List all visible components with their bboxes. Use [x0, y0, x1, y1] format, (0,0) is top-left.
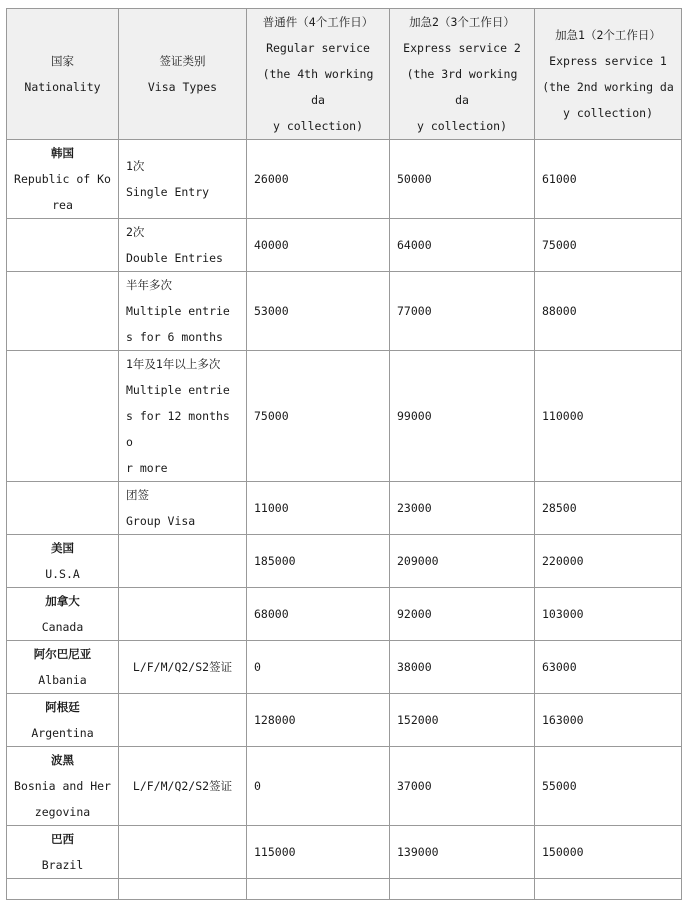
nationality-cell [7, 641, 119, 694]
visa-type-cn: 半年多次 [126, 278, 172, 292]
nationality-en: Brazil [41, 858, 84, 872]
visa-type-cn: 2次 [126, 225, 145, 239]
visa-type-cell [119, 351, 247, 482]
nationality-cn: 加拿大 [45, 594, 80, 608]
regular-fee-cell: 53000 [247, 272, 390, 351]
nationality-cell [7, 694, 119, 747]
nationality-en: U.S.A [45, 567, 80, 581]
nationality-cell [7, 219, 119, 272]
regular-fee-cell: 26000 [247, 140, 390, 219]
table-row [7, 140, 682, 219]
express2-fee-cell: 209000 [390, 535, 535, 588]
nationality-cell [7, 482, 119, 535]
express2-fee-cell: 152000 [390, 694, 535, 747]
express2-fee-cell: 23000 [390, 482, 535, 535]
regular-fee-cell: 0 [247, 747, 390, 826]
express2-fee-cell: 99000 [390, 351, 535, 482]
table-row [7, 879, 682, 900]
visa-type-cell [119, 641, 247, 694]
nationality-en: Republic of Ko [14, 172, 111, 186]
nationality-cell [7, 879, 119, 900]
regular-fee-cell: 11000 [247, 482, 390, 535]
nationality-cn: 韩国 [51, 146, 74, 160]
regular-fee-cell: 40000 [247, 219, 390, 272]
express1-fee-cell: 63000 [535, 641, 682, 694]
visa-type-cell [119, 482, 247, 535]
header-express2-line3: (the 3rd working da [406, 67, 518, 107]
header-nationality [7, 9, 119, 140]
nationality-cn: 波黑 [51, 753, 74, 767]
express1-fee-cell [535, 879, 682, 900]
visa-type-en: s for 6 months [126, 330, 223, 344]
nationality-cell [7, 826, 119, 879]
nationality-en: Canada [41, 620, 84, 634]
express1-fee-cell: 103000 [535, 588, 682, 641]
nationality-en: Albania [38, 673, 87, 687]
express1-fee-cell: 150000 [535, 826, 682, 879]
visa-type-cell [119, 588, 247, 641]
header-express1-line3: (the 2nd working da [542, 80, 674, 94]
visa-type-en: Multiple entrie [126, 383, 230, 397]
visa-type-en: Single Entry [126, 185, 210, 199]
regular-fee-cell: 0 [247, 641, 390, 694]
nationality-cell [7, 747, 119, 826]
nationality-en: zegovina [34, 805, 91, 819]
header-visa-types-cn: 签证类别 [159, 54, 206, 68]
regular-fee-cell: 68000 [247, 588, 390, 641]
header-nationality-en: Nationality [24, 80, 101, 94]
header-express-service-1 [535, 9, 682, 140]
express2-fee-cell: 92000 [390, 588, 535, 641]
visa-type-cell [119, 219, 247, 272]
table-row [7, 588, 682, 641]
express2-fee-cell: 50000 [390, 140, 535, 219]
header-express2-line4: y collection) [416, 119, 507, 133]
visa-type-en: r more [126, 461, 168, 475]
nationality-cell [7, 588, 119, 641]
nationality-cn: 巴西 [51, 832, 74, 846]
nationality-cell [7, 272, 119, 351]
visa-type-cell [119, 272, 247, 351]
header-regular-line4: y collection) [272, 119, 363, 133]
visa-type-en: s for 12 months o [126, 409, 230, 449]
header-express1-line1: 加急1（2个工作日） [555, 28, 661, 42]
nationality-en: Argentina [31, 726, 94, 740]
visa-type-en: Multiple entrie [126, 304, 230, 318]
visa-type-en: Group Visa [126, 514, 196, 528]
visa-type-cell [119, 826, 247, 879]
visa-type-cn: 1年及1年以上多次 [126, 357, 221, 371]
visa-type-en: Double Entries [126, 251, 223, 265]
express1-fee-cell: 28500 [535, 482, 682, 535]
express1-fee-cell: 61000 [535, 140, 682, 219]
express1-fee-cell: 163000 [535, 694, 682, 747]
table-row [7, 272, 682, 351]
visa-type-cell [119, 535, 247, 588]
express1-fee-cell: 88000 [535, 272, 682, 351]
regular-fee-cell: 115000 [247, 826, 390, 879]
header-visa-types [119, 9, 247, 140]
express2-fee-cell: 37000 [390, 747, 535, 826]
express1-fee-cell: 220000 [535, 535, 682, 588]
header-express2-line1: 加急2（3个工作日） [409, 15, 515, 29]
visa-type-cell [119, 694, 247, 747]
visa-type-cell [119, 747, 247, 826]
header-express1-line4: y collection) [562, 106, 653, 120]
table-row [7, 482, 682, 535]
express2-fee-cell [390, 879, 535, 900]
regular-fee-cell [247, 879, 390, 900]
visa-type-label: L/F/M/Q2/S2签证 [132, 779, 233, 793]
express1-fee-cell: 110000 [535, 351, 682, 482]
regular-fee-cell: 185000 [247, 535, 390, 588]
express1-fee-cell: 55000 [535, 747, 682, 826]
nationality-cell [7, 535, 119, 588]
nationality-en: rea [52, 198, 73, 212]
table-row [7, 535, 682, 588]
header-express-service-2 [390, 9, 535, 140]
regular-fee-cell: 128000 [247, 694, 390, 747]
nationality-cn: 阿根廷 [45, 700, 80, 714]
express2-fee-cell: 77000 [390, 272, 535, 351]
express1-fee-cell: 75000 [535, 219, 682, 272]
nationality-cn: 阿尔巴尼亚 [33, 647, 92, 661]
header-nationality-cn: 国家 [51, 54, 74, 68]
header-regular-service [247, 9, 390, 140]
header-regular-line1: 普通件（4个工作日） [262, 15, 374, 29]
visa-type-cell [119, 140, 247, 219]
table-row [7, 747, 682, 826]
nationality-en: Bosnia and Her [14, 779, 111, 793]
table-row [7, 351, 682, 482]
nationality-cn: 美国 [51, 541, 74, 555]
visa-type-label: L/F/M/Q2/S2签证 [132, 660, 233, 674]
visa-type-cn: 团签 [126, 488, 149, 502]
header-regular-line2: Regular service [266, 41, 370, 55]
nationality-cell [7, 140, 119, 219]
header-visa-types-en: Visa Types [147, 80, 218, 94]
express2-fee-cell: 64000 [390, 219, 535, 272]
header-express2-line2: Express service 2 [403, 41, 521, 55]
table-row [7, 694, 682, 747]
header-express1-line2: Express service 1 [549, 54, 667, 68]
visa-fee-table [6, 8, 682, 900]
nationality-cell [7, 351, 119, 482]
express2-fee-cell: 38000 [390, 641, 535, 694]
visa-type-cn: 1次 [126, 159, 145, 173]
table-row [7, 219, 682, 272]
header-row [7, 9, 682, 140]
visa-type-cell [119, 879, 247, 900]
table-row [7, 826, 682, 879]
express2-fee-cell: 139000 [390, 826, 535, 879]
regular-fee-cell: 75000 [247, 351, 390, 482]
header-regular-line3: (the 4th working da [262, 67, 374, 107]
table-row [7, 641, 682, 694]
